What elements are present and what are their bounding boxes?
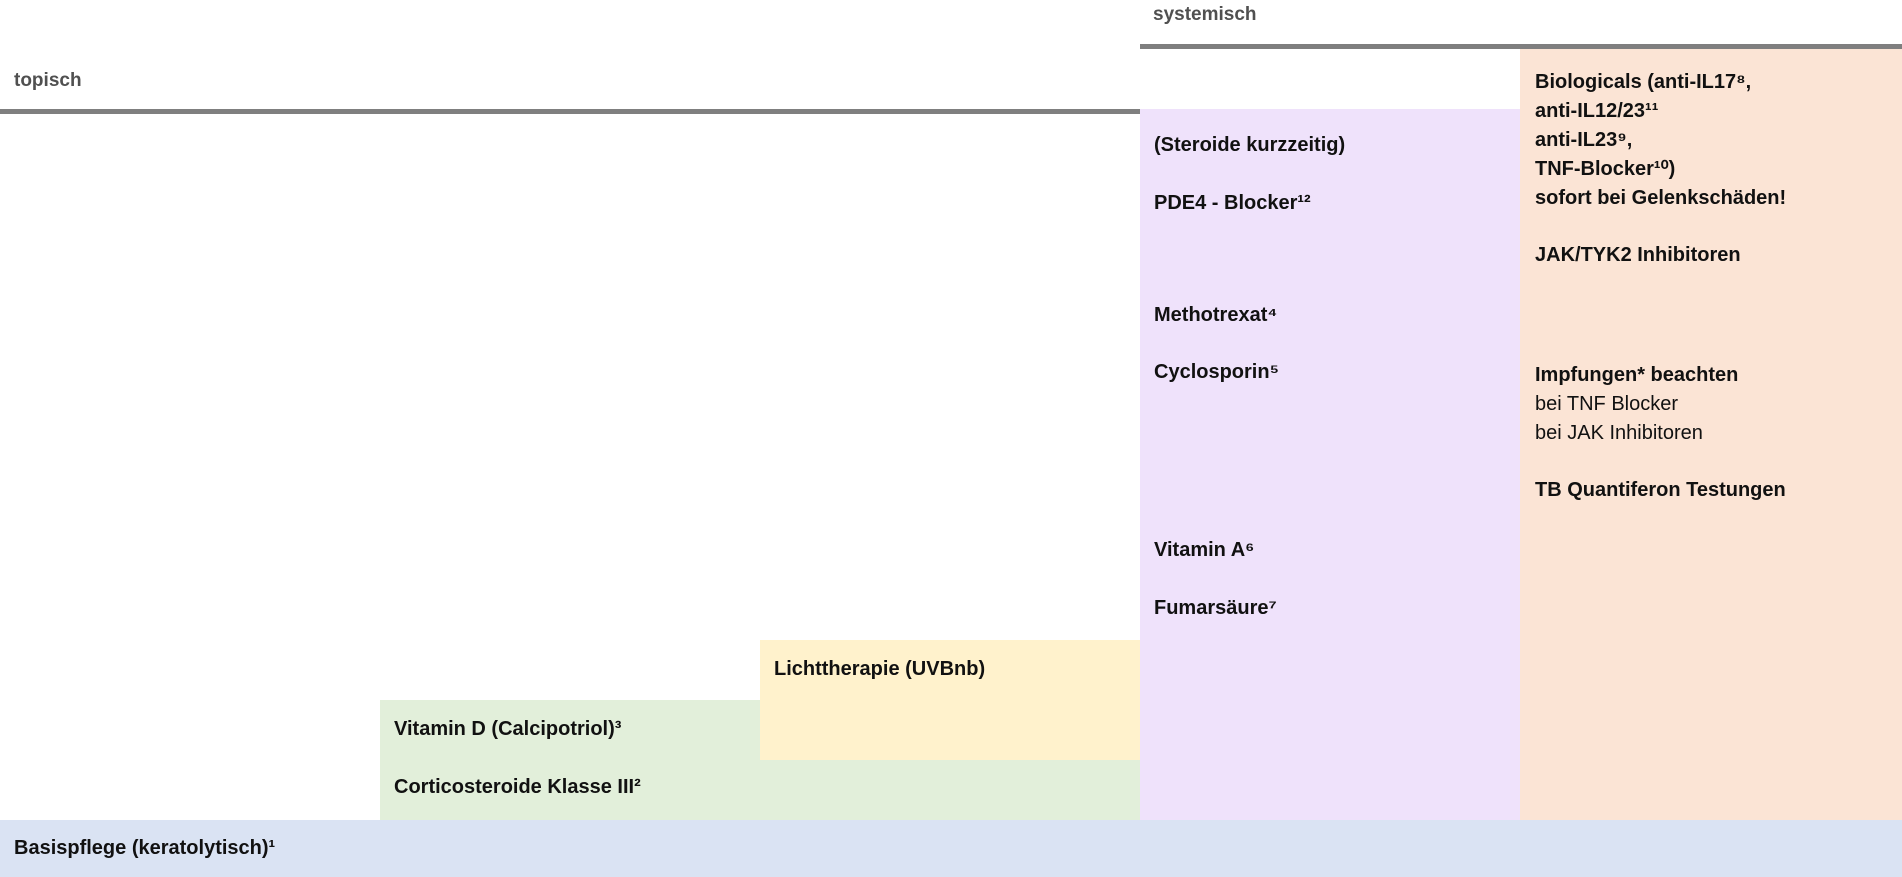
label-jak-tyk2: JAK/TYK2 Inhibitoren bbox=[1535, 244, 1741, 266]
label-cyclosporin: Cyclosporin⁵ bbox=[1154, 361, 1279, 383]
biologicals-line: Biologicals (anti-IL17⁸, bbox=[1535, 71, 1752, 93]
label-vitamin-d: Vitamin D (Calcipotriol)³ bbox=[394, 718, 622, 740]
biologicals-line: anti-IL23⁹, bbox=[1535, 129, 1633, 151]
biologicals-label bbox=[1535, 68, 1786, 213]
label-corticosteroids: Corticosteroide Klasse III² bbox=[394, 776, 641, 798]
header-systemic: systemisch bbox=[1153, 4, 1257, 25]
label-basic-care: Basispflege (keratolytisch)¹ bbox=[14, 837, 276, 859]
vaccination-title: Impfungen* beachten bbox=[1535, 364, 1739, 386]
biologicals-line: anti-IL12/23¹¹ bbox=[1535, 100, 1659, 122]
biologicals-block bbox=[1520, 49, 1902, 820]
biologicals-line: TNF-Blocker¹⁰) bbox=[1535, 158, 1676, 180]
corticosteroids-block bbox=[380, 760, 1140, 820]
label-methotrexate: Methotrexat⁴ bbox=[1154, 304, 1278, 326]
basic-care-bar bbox=[0, 820, 1902, 877]
vaccination-note bbox=[1535, 361, 1738, 448]
vitamin-d-block bbox=[380, 700, 760, 760]
vaccination-jak: bei JAK Inhibitoren bbox=[1535, 422, 1703, 444]
vaccination-tnf: bei TNF Blocker bbox=[1535, 393, 1679, 415]
label-fumaric-acid: Fumarsäure⁷ bbox=[1154, 597, 1277, 619]
label-tb-testing: TB Quantiferon Testungen bbox=[1535, 479, 1786, 501]
topical-header-rule bbox=[0, 109, 1140, 114]
label-vitamin-a: Vitamin A⁶ bbox=[1154, 539, 1255, 561]
biologicals-line: sofort bei Gelenkschäden! bbox=[1535, 187, 1787, 209]
systemic-conventional-block bbox=[1140, 109, 1520, 820]
header-topical: topisch bbox=[14, 70, 82, 91]
label-light-therapy: Lichttherapie (UVBnb) bbox=[774, 658, 986, 680]
label-steroids: (Steroide kurzzeitig) bbox=[1154, 134, 1346, 156]
light-therapy-block bbox=[760, 640, 1140, 760]
label-pde4: PDE4 - Blocker¹² bbox=[1154, 192, 1311, 214]
